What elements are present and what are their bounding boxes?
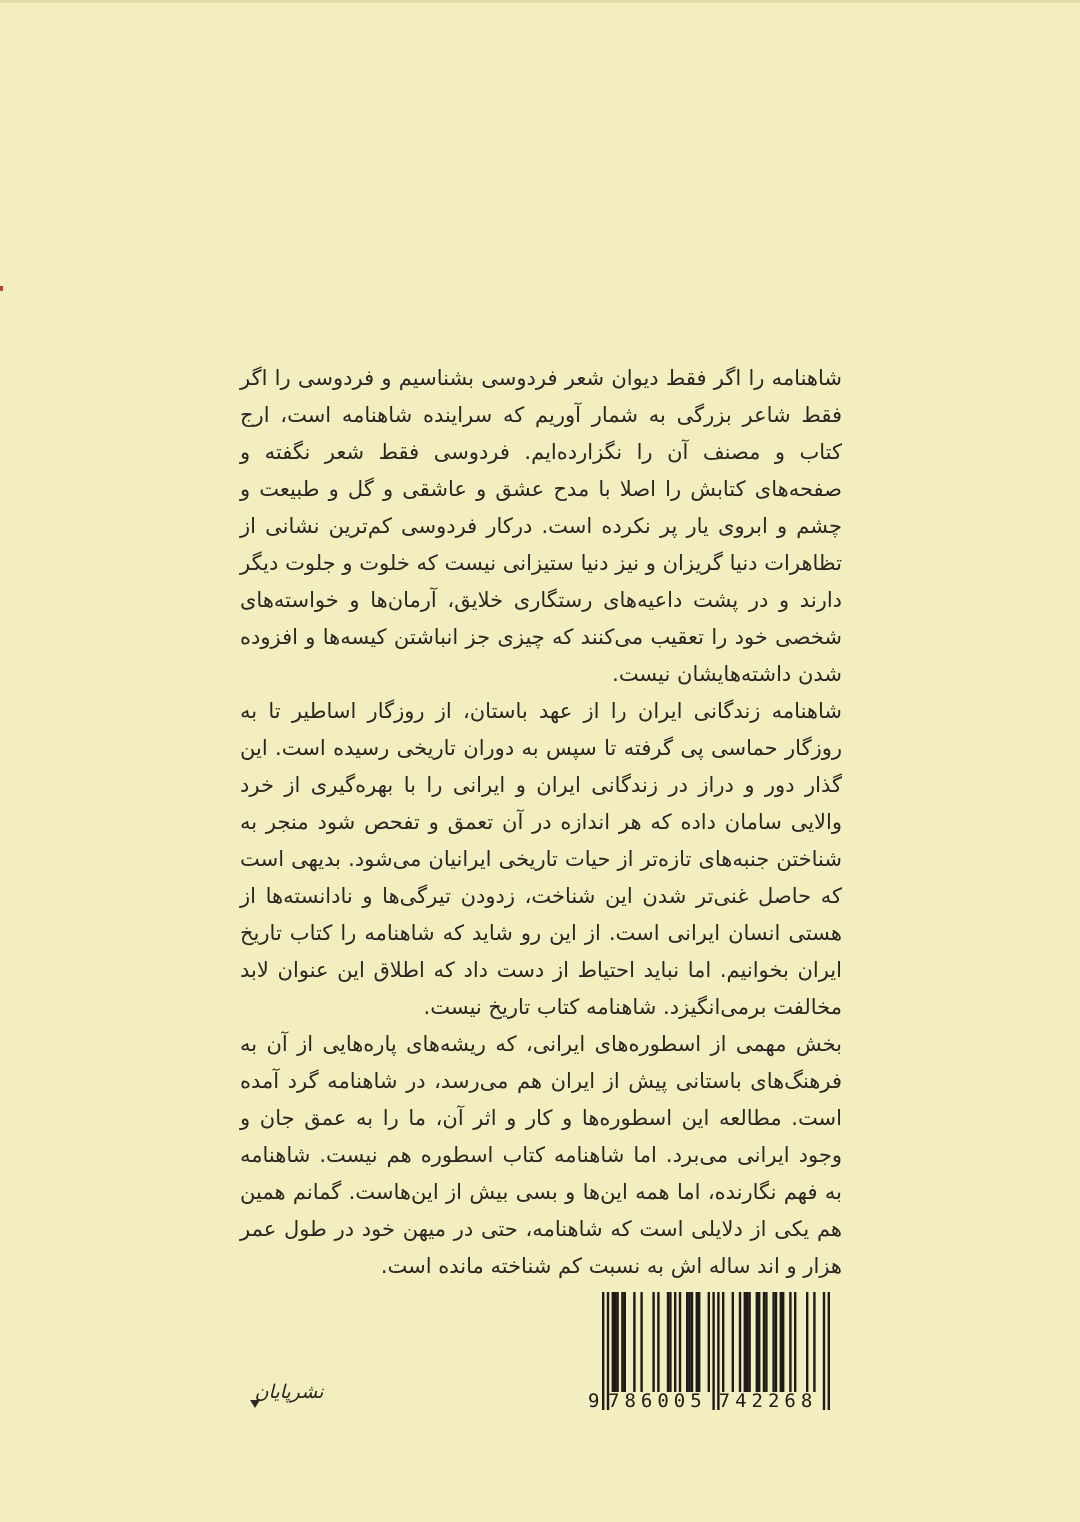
barcode-bar (756, 1292, 758, 1392)
logo-mark-icon (250, 1400, 260, 1408)
barcode-bar (744, 1292, 746, 1392)
barcode-bar (688, 1292, 690, 1392)
barcode-bar (667, 1292, 669, 1392)
barcode-bar (616, 1292, 618, 1392)
barcode-bar (633, 1292, 635, 1392)
barcode-bar (612, 1292, 614, 1392)
barcode-first-digit: 9 (588, 1390, 600, 1412)
barcode-bar (708, 1292, 710, 1392)
barcode-bar (691, 1292, 693, 1392)
top-border (0, 0, 1080, 3)
barcode-right-group: 742268 (718, 1390, 818, 1412)
barcode-bar (732, 1292, 734, 1392)
paragraph-1: شاهنامه را اگر فقط دیوان شعر فردوسی بشناسیم و فردوسی را اگر فقط شاعر بزرگی به شمار آوریم که سراینده شاهنامه است، ارج کتاب و مصنف آن را نگزارده‌ایم. فردوسی فقط شعر نگفته و صفحه‌های کتابش را اصلا با مدح عشق و عاشقی و گل و طبیعت و چشم و ابروی یار پر نکرده است. درکار فردوسی کم‌ترین نشانی از تظاهرات دنیا گریزان و نیز دنیا ستیزانی نیست که خلوت و جلوت دیگر دارند و در پشت داعیه‌های رستگاری خلایق، آرمان‌ها و خواسته‌های شخصی خود را تعقیب می‌کنند که چیزی جز انباشتن کیسه‌ها و افزوده شدن داشته‌هایشان نیست. (240, 366, 842, 686)
barcode-left-group: 786005 (608, 1390, 707, 1412)
barcode-bar (789, 1292, 791, 1392)
barcode-bar (657, 1292, 659, 1392)
barcode-bar (806, 1292, 808, 1392)
barcode-bar (652, 1292, 654, 1392)
barcode-bar (813, 1292, 815, 1392)
barcode-bar (614, 1292, 616, 1392)
barcode-bar (621, 1292, 623, 1392)
barcode-bar (722, 1292, 724, 1392)
barcode-bar (698, 1292, 700, 1392)
barcode-bar (624, 1292, 626, 1392)
barcode-bar (640, 1292, 642, 1392)
barcode-bar (763, 1292, 765, 1392)
paragraph-3: بخش مهمی از اسطوره‌های ایرانی، که ریشه‌های پاره‌هایی از آن به فرهنگ‌های باستانی پیش از ایران هم می‌رسد، در شاهنامه گرد آمده است. مطالعه این اسطوره‌ها و کار و اثر آن، ما را به عمق جان و وجود ایرانی می‌برد. اما شاهنامه کتاب اسطوره هم نیست. شاهنامه به فهم نگارنده، اما همه این‌ها و بسی بیش از این‌هاست. گمانم همین هم یکی از دلایلی است که شاهنامه، حتی در میهن خود در طول عمر هزار و اند ساله اش به نسبت کم شناخته مانده است. (240, 1032, 842, 1278)
publisher-name: نشرپایان (254, 1381, 324, 1403)
publisher-logo (244, 1372, 334, 1416)
barcode-bar (679, 1292, 681, 1392)
barcode-bar (780, 1292, 782, 1392)
barcode-bar (758, 1292, 760, 1392)
barcode-bar (794, 1292, 796, 1392)
paragraph-2: شاهنامه زندگانی ایران را از عهد باستان، از روزگار اساطیر تا به روزگار حماسی پی گرفته تا سپس به دوران تاریخی رسیده است. این گذار دور و دراز در زندگانی ایران و ایرانی را با بهره‌گیری از خرد والایی سامان داده که هر اندازه در آن تعمق و تفحص شود منجر به شناختن جنبه‌های تازه‌تر از حیات تاریخی ایرانیان می‌شود. بدیهی است که حاصل غنی‌تر شدن این شناخت، زدودن تیرگی‌ها و نادانسته‌ها از هستی انسان ایرانی است. از این رو شاید که شاهنامه را کتاب تاریخ ایران بخوانیم. اما نباید احتیاط از دست داد که اطلاق این عنوان لابد مخالفت برمی‌انگیزد. شاهنامه کتاب تاریخ نیست. (240, 699, 842, 1019)
barcode-bar (765, 1292, 767, 1392)
barcode-digits (588, 1388, 844, 1412)
barcode-bar (696, 1292, 698, 1392)
barcode-bar (739, 1292, 741, 1392)
barcode-bar (674, 1292, 676, 1392)
barcode-bar (669, 1292, 671, 1392)
isbn-barcode (588, 1290, 844, 1420)
barcode-bar (748, 1292, 750, 1392)
barcode-bar (775, 1292, 777, 1392)
back-cover-text (240, 360, 842, 1285)
barcode-bar (782, 1292, 784, 1392)
barcode-bar (686, 1292, 688, 1392)
barcode-bar (746, 1292, 748, 1392)
barcode-bar (772, 1292, 774, 1392)
edge-mark (0, 286, 3, 291)
